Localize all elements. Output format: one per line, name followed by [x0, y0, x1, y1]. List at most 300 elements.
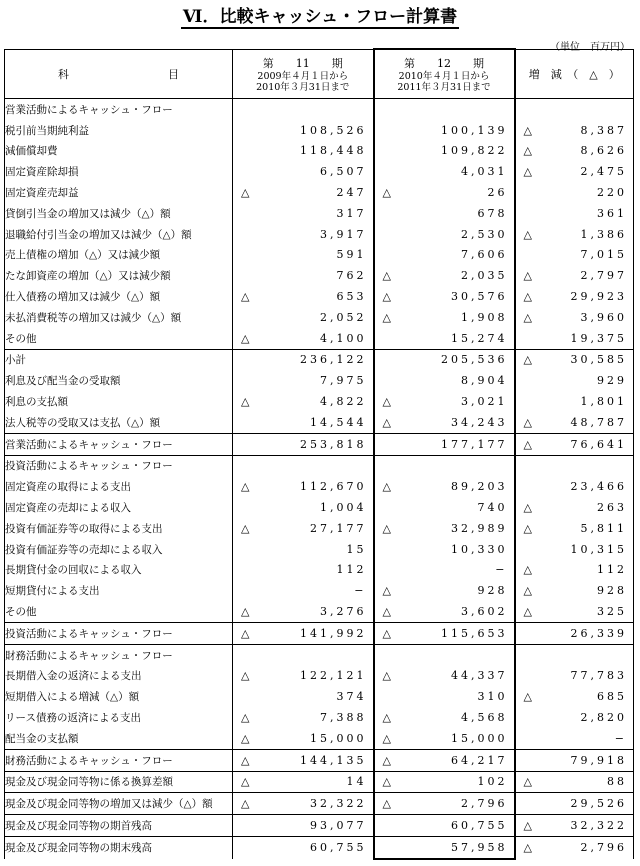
value-period-11: 141,992 [300, 626, 367, 640]
cell-period-11 [233, 412, 374, 433]
sign-period-12 [383, 819, 397, 832]
cell-period-11 [233, 476, 374, 497]
cell-diff [515, 560, 634, 581]
cell-diff [515, 497, 634, 518]
cell-period-11 [233, 203, 374, 224]
value-diff: 1,801 [580, 395, 627, 409]
sign-diff: △ [523, 353, 532, 367]
row-label: 現金及び現金同等物に係る換算差額 [5, 771, 233, 793]
cell-period-11 [233, 286, 374, 307]
cell-period-12 [374, 539, 515, 560]
value-diff: 88 [607, 775, 627, 789]
value-diff: 685 [597, 690, 627, 704]
cell-diff [515, 728, 634, 749]
cell-diff [515, 99, 634, 120]
row-label: 固定資産売却益 [5, 182, 233, 203]
sign-period-11 [241, 438, 255, 451]
cell-period-11 [233, 370, 374, 391]
value-period-11: − [354, 584, 367, 598]
value-diff: 29,526 [570, 797, 627, 811]
sign-period-12: △ [382, 731, 391, 745]
row-label: 営業活動によるキャッシュ・フロー [5, 99, 233, 120]
value-period-12: 4,031 [461, 165, 508, 179]
sign-diff [524, 669, 538, 682]
cell-period-11 [233, 224, 374, 245]
value-period-11: 122,121 [300, 669, 367, 683]
row-label: 現金及び現金同等物の期首残高 [5, 815, 233, 837]
sign-diff: △ [523, 415, 532, 429]
row-label: 法人税等の受取又は支払（△）額 [5, 412, 233, 433]
header-item: 科 目 [5, 49, 233, 99]
cell-period-12 [374, 793, 515, 815]
sign-diff [524, 480, 538, 493]
cell-diff [515, 707, 634, 728]
cell-period-11 [233, 793, 374, 815]
sign-diff: △ [523, 819, 532, 833]
cell-period-11 [233, 349, 374, 370]
value-period-12: 100,139 [441, 123, 508, 137]
value-period-12: 57,958 [451, 840, 508, 854]
cell-diff [515, 749, 634, 771]
cell-period-12 [374, 412, 515, 433]
cell-diff [515, 518, 634, 539]
sign-period-12 [383, 374, 397, 387]
sign-period-11: △ [241, 290, 250, 304]
value-period-11: 762 [336, 269, 367, 283]
sign-diff: △ [523, 269, 532, 283]
sign-period-12 [383, 207, 397, 220]
sign-diff [524, 711, 538, 724]
cell-period-12 [374, 224, 515, 245]
value-period-12: 4,568 [461, 711, 508, 725]
cell-period-11 [233, 328, 374, 349]
sign-diff: △ [523, 605, 532, 619]
sign-period-11 [241, 841, 255, 854]
cell-period-12 [374, 749, 515, 771]
sign-period-12: △ [382, 753, 391, 767]
sign-period-11: △ [241, 711, 250, 725]
cell-period-12 [374, 686, 515, 707]
value-period-11: 1,004 [320, 501, 367, 515]
cell-period-11 [233, 497, 374, 518]
sign-period-12: △ [382, 415, 391, 429]
cell-period-12 [374, 182, 515, 203]
sign-period-12: △ [382, 186, 391, 200]
sign-period-11 [241, 311, 255, 324]
cell-period-12 [374, 644, 515, 665]
table-row [5, 328, 634, 349]
sign-period-12: △ [382, 797, 391, 811]
cell-diff [515, 815, 634, 837]
cell-period-12 [374, 307, 515, 328]
value-period-12: 7,606 [461, 248, 508, 262]
table-row [5, 286, 634, 307]
table-row [5, 141, 634, 162]
sign-diff: △ [523, 775, 532, 789]
row-label: 財務活動によるキャッシュ・フロー [5, 644, 233, 665]
cell-period-11 [233, 245, 374, 266]
sign-period-11: △ [241, 605, 250, 619]
cell-period-12 [374, 771, 515, 793]
row-label: その他 [5, 328, 233, 349]
table-row [5, 560, 634, 581]
value-period-11: 7,388 [320, 711, 367, 725]
value-diff: 29,923 [570, 290, 627, 304]
value-diff: 5,811 [580, 521, 627, 535]
row-label: 長期借入金の返済による支出 [5, 666, 233, 687]
sign-period-12 [383, 501, 397, 514]
cell-period-11 [233, 686, 374, 707]
header-p11-range2: 2010年３月31日まで [256, 81, 350, 93]
table-row [5, 539, 634, 560]
row-label: 減価償却費 [5, 141, 233, 162]
value-period-11: 247 [336, 186, 367, 200]
cell-period-12 [374, 476, 515, 497]
sign-diff: △ [523, 290, 532, 304]
cell-diff [515, 141, 634, 162]
value-period-12: 1,908 [461, 310, 508, 324]
table-row [5, 265, 634, 286]
sign-period-12 [383, 248, 397, 261]
sign-period-11 [241, 144, 255, 157]
cell-period-11 [233, 265, 374, 286]
sign-diff: △ [523, 437, 532, 451]
header-p12-range2: 2011年３月31日まで [397, 82, 491, 93]
sign-diff [524, 797, 538, 810]
row-label: 利息及び配当金の受取額 [5, 370, 233, 391]
sign-period-11 [241, 207, 255, 220]
row-label: 利息の支払額 [5, 391, 233, 412]
table-row [5, 686, 634, 707]
value-diff: 8,387 [580, 123, 627, 137]
value-diff: 2,797 [580, 269, 627, 283]
value-period-11: 2,052 [320, 310, 367, 324]
cell-diff [515, 793, 634, 815]
sign-period-12: △ [382, 626, 391, 640]
cell-period-12 [374, 580, 515, 601]
cell-period-11 [233, 749, 374, 771]
sign-diff [524, 754, 538, 767]
sign-diff [524, 395, 538, 408]
value-period-11: 144,135 [300, 753, 367, 767]
table-row [5, 433, 634, 455]
value-period-11: 112,670 [300, 480, 367, 494]
sign-diff: △ [523, 144, 532, 158]
cell-period-12 [374, 433, 515, 455]
value-period-11: 93,077 [310, 819, 367, 833]
value-period-12: 15,274 [451, 331, 508, 345]
value-period-12: 2,796 [461, 797, 508, 811]
sign-period-11 [241, 124, 255, 137]
sign-period-11 [241, 543, 255, 556]
value-diff: 77,783 [570, 669, 627, 683]
cell-period-11 [233, 307, 374, 328]
section-row [5, 644, 634, 665]
sign-period-11 [241, 248, 255, 261]
table-row [5, 476, 634, 497]
row-label: 退職給付引当金の増加又は減少（△）額 [5, 224, 233, 245]
cell-diff [515, 433, 634, 455]
row-label: 投資有価証券等の取得による支出 [5, 518, 233, 539]
cell-period-12 [374, 622, 515, 644]
value-period-11: 7,975 [320, 374, 367, 388]
sign-diff: △ [523, 501, 532, 515]
row-label: 未払消費税等の増加又は減少（△）額 [5, 307, 233, 328]
sign-period-11: △ [241, 775, 250, 789]
cell-diff [515, 836, 634, 859]
cell-period-12 [374, 455, 515, 476]
cell-period-12 [374, 349, 515, 370]
row-label: 短期借入による増減（△）額 [5, 686, 233, 707]
value-period-11: 15,000 [310, 731, 367, 745]
table-row [5, 728, 634, 749]
cell-period-11 [233, 560, 374, 581]
sign-diff: △ [523, 690, 532, 704]
value-period-12: 109,822 [441, 144, 508, 158]
cell-period-11 [233, 518, 374, 539]
value-period-12: 30,576 [451, 290, 508, 304]
value-period-12: 89,203 [451, 480, 508, 494]
row-label: 営業活動によるキャッシュ・フロー [5, 433, 233, 455]
sign-period-11: △ [241, 731, 250, 745]
value-diff: 2,475 [580, 165, 627, 179]
sign-period-11: △ [241, 186, 250, 200]
cell-period-12 [374, 518, 515, 539]
table-row [5, 815, 634, 837]
value-diff: 26,339 [570, 626, 627, 640]
header-period-11 [233, 49, 374, 99]
sign-period-11 [241, 374, 255, 387]
cell-diff [515, 622, 634, 644]
sign-period-12 [383, 690, 397, 703]
sign-diff [524, 627, 538, 640]
value-period-11: 4,100 [320, 331, 367, 345]
cell-diff [515, 644, 634, 665]
value-diff: 2,796 [580, 841, 627, 855]
row-label: 投資活動によるキャッシュ・フロー [5, 622, 233, 644]
value-diff: 8,626 [580, 144, 627, 158]
cell-period-11 [233, 182, 374, 203]
row-label: 財務活動によるキャッシュ・フロー [5, 749, 233, 771]
sign-period-12: △ [382, 395, 391, 409]
row-label: 投資活動によるキャッシュ・フロー [5, 455, 233, 476]
value-diff: 76,641 [570, 437, 627, 451]
value-period-12: 64,217 [451, 753, 508, 767]
value-diff: 3,960 [580, 310, 627, 324]
cell-diff [515, 120, 634, 141]
table-row [5, 245, 634, 266]
row-label: 現金及び現金同等物の期末残高 [5, 836, 233, 859]
cell-period-11 [233, 99, 374, 120]
sign-period-11: △ [241, 395, 250, 409]
row-label: 仕入債務の増加又は減少（△）額 [5, 286, 233, 307]
row-label: 現金及び現金同等物の増加又は減少（△）額 [5, 793, 233, 815]
sign-period-12: △ [382, 521, 391, 535]
cell-period-11 [233, 836, 374, 859]
cell-diff [515, 265, 634, 286]
cell-period-12 [374, 245, 515, 266]
sign-diff [524, 374, 538, 387]
header-p12-range1: 2010年４月１日から [398, 71, 490, 82]
sign-period-11: △ [241, 331, 250, 345]
value-period-12: 740 [477, 501, 508, 515]
value-period-11: 15 [346, 542, 367, 556]
sign-period-12 [383, 124, 397, 137]
sign-diff: △ [523, 165, 532, 179]
value-period-12: 2,035 [461, 269, 508, 283]
value-period-11: 4,822 [320, 395, 367, 409]
value-diff: 48,787 [570, 415, 627, 429]
table-row [5, 391, 634, 412]
cell-period-11 [233, 728, 374, 749]
cell-period-11 [233, 455, 374, 476]
table-row [5, 749, 634, 771]
row-label: たな卸資産の増加（△）又は減少額 [5, 265, 233, 286]
value-period-11: 236,122 [300, 353, 367, 367]
value-period-12: 15,000 [451, 731, 508, 745]
table-row [5, 622, 634, 644]
cell-diff [515, 476, 634, 497]
sign-period-11: △ [241, 753, 250, 767]
table-row [5, 370, 634, 391]
value-period-11: 14,544 [310, 415, 367, 429]
sign-period-12: △ [382, 605, 391, 619]
value-period-11: 3,276 [320, 605, 367, 619]
value-diff: 79,918 [570, 753, 627, 767]
sign-period-12 [383, 563, 397, 576]
cell-period-12 [374, 707, 515, 728]
value-period-11: 118,448 [300, 144, 367, 158]
value-period-12: 102 [477, 775, 508, 789]
cell-period-12 [374, 203, 515, 224]
table-row [5, 707, 634, 728]
cash-flow-table [4, 48, 634, 860]
value-period-11: 32,322 [310, 797, 367, 811]
cell-period-12 [374, 286, 515, 307]
cell-period-12 [374, 141, 515, 162]
value-period-12: 115,653 [441, 626, 508, 640]
sign-period-12 [383, 543, 397, 556]
value-period-12: 3,021 [461, 395, 508, 409]
value-diff: 325 [597, 605, 627, 619]
sign-diff [524, 332, 538, 345]
cell-period-12 [374, 99, 515, 120]
header-p12-label: 第 12 期 [404, 57, 484, 70]
cell-period-11 [233, 161, 374, 182]
row-label: 貸倒引当金の増加又は減少（△）額 [5, 203, 233, 224]
value-period-12: 310 [477, 690, 508, 704]
cell-period-12 [374, 601, 515, 622]
cell-period-12 [374, 391, 515, 412]
cell-diff [515, 539, 634, 560]
value-period-11: 317 [336, 206, 367, 220]
row-label: 短期貸付による支出 [5, 580, 233, 601]
cell-period-12 [374, 815, 515, 837]
sign-diff [524, 207, 538, 220]
cell-period-12 [374, 560, 515, 581]
sign-period-11 [241, 416, 255, 429]
value-diff: 361 [597, 206, 627, 220]
value-period-12: 2,530 [461, 227, 508, 241]
sign-period-11 [241, 501, 255, 514]
unit-note: （単位 百万円） [550, 42, 630, 53]
value-diff: 112 [597, 563, 627, 577]
value-period-11: 27,177 [310, 521, 367, 535]
value-period-12: 44,337 [451, 669, 508, 683]
row-label: 税引前当期純利益 [5, 120, 233, 141]
table-row [5, 666, 634, 687]
sign-diff: △ [523, 123, 532, 137]
header-p11-range1: 2009年４月１日から [257, 70, 349, 82]
table-row [5, 412, 634, 433]
cell-period-11 [233, 580, 374, 601]
sign-period-12: △ [382, 480, 391, 494]
sign-period-11 [241, 563, 255, 576]
table-row [5, 203, 634, 224]
sign-diff: △ [523, 521, 532, 535]
sign-period-12 [383, 332, 397, 345]
cell-diff [515, 224, 634, 245]
cell-period-11 [233, 666, 374, 687]
sign-period-11 [241, 584, 255, 597]
cell-period-11 [233, 539, 374, 560]
cell-period-11 [233, 601, 374, 622]
cell-diff [515, 580, 634, 601]
page-title: Ⅵ．比較キャッシュ・フロー計算書 [182, 7, 458, 27]
cell-diff [515, 455, 634, 476]
cell-period-12 [374, 161, 515, 182]
cell-period-12 [374, 666, 515, 687]
sign-period-11 [241, 228, 255, 241]
sign-period-12: △ [382, 290, 391, 304]
row-label: 長期貸付金の回収による収入 [5, 560, 233, 581]
cell-diff [515, 182, 634, 203]
sign-period-11: △ [241, 521, 250, 535]
cell-diff [515, 391, 634, 412]
row-label: リース債務の返済による支出 [5, 707, 233, 728]
table-row [5, 771, 634, 793]
table-row [5, 836, 634, 859]
sign-period-11 [241, 690, 255, 703]
sign-period-11 [241, 165, 255, 178]
cell-period-12 [374, 120, 515, 141]
value-diff: 928 [597, 584, 627, 598]
table-row [5, 497, 634, 518]
sign-period-11 [241, 269, 255, 282]
row-label: 配当金の支払額 [5, 728, 233, 749]
table-row [5, 601, 634, 622]
sign-period-12 [383, 165, 397, 178]
sign-period-12: △ [382, 711, 391, 725]
cell-diff [515, 666, 634, 687]
value-diff: 7,015 [580, 248, 627, 262]
cell-period-11 [233, 644, 374, 665]
table-row [5, 580, 634, 601]
value-period-12: 678 [477, 206, 508, 220]
sign-diff [524, 543, 538, 556]
value-period-11: 60,755 [310, 841, 367, 855]
value-period-12: 10,330 [451, 542, 508, 556]
sign-diff [524, 248, 538, 261]
value-period-11: 253,818 [300, 437, 367, 451]
cell-period-12 [374, 728, 515, 749]
cell-period-11 [233, 815, 374, 837]
value-period-12: 8,904 [461, 374, 508, 388]
sign-period-12: △ [382, 584, 391, 598]
cell-period-11 [233, 433, 374, 455]
cell-diff [515, 601, 634, 622]
cell-period-12 [374, 836, 515, 859]
